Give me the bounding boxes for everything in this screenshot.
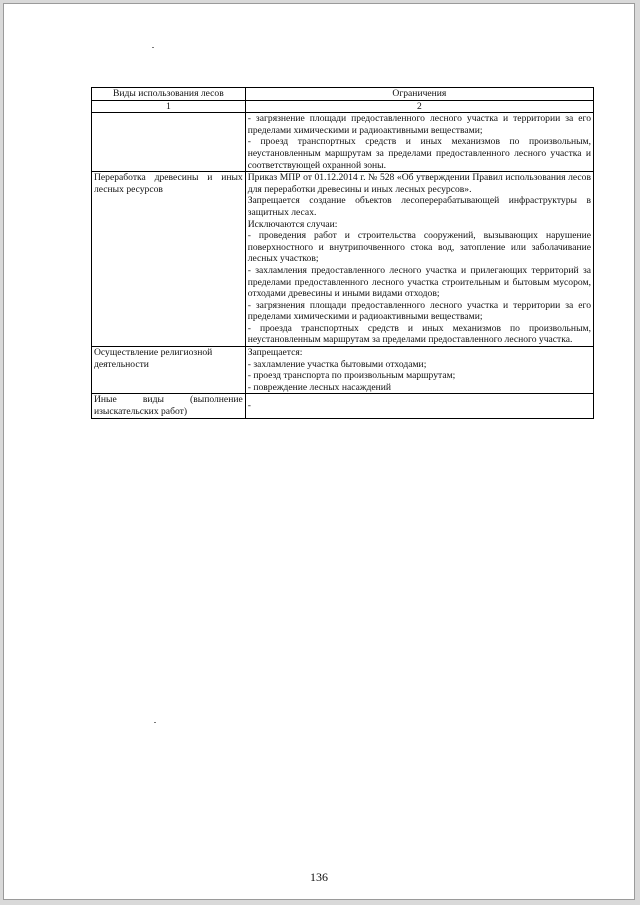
restriction-item: - проезда транспортных средств и иных механизмов по произвольным, неустановленным маршрутам за пределами предоставленного лесного участка.: [247, 322, 591, 346]
restriction-item: - захламления предоставленного лесного участка и прилегающих территорий за пределами предоставленного лесного участка строительным и бытовым мусором, отходами древесины и иными видами отходов;: [247, 264, 591, 300]
table-row: [92, 172, 594, 347]
restriction-item: - проезд транспортных средств и иных механизмов по произвольным, неустановленным маршрутам за пределами предоставленного лесного участка и соответствующей охранной зоны.: [247, 136, 591, 171]
restriction-item: - проезд транспорта по произвольным маршрутам;: [247, 370, 456, 382]
document-page: [3, 3, 635, 900]
restriction-item: Приказ МПР от 01.12.2014 г. № 528 «Об утверждении Правил использования лесов для переработки древесины и иных лесных ресурсов».: [247, 172, 591, 195]
restriction-item: - повреждение лесных насаждений: [247, 381, 392, 393]
restrictions-cell: [245, 113, 593, 172]
restriction-item: Исключаются случаи:: [247, 218, 338, 230]
use-type-cell: [92, 113, 246, 172]
column-number-2: 2: [245, 100, 593, 113]
restrictions-cell: [245, 347, 593, 394]
restriction-item: Запрещается создание объектов лесоперерабатывающей инфраструктуры в защитных лесах.: [247, 195, 591, 218]
table-header-row: [92, 88, 594, 101]
restriction-item: - захламление участка бытовыми отходами;: [247, 358, 427, 370]
table-row: [92, 347, 594, 394]
restriction-item: Запрещается:: [247, 347, 303, 359]
scan-speck: [154, 722, 156, 723]
page-number: 136: [310, 870, 328, 884]
column-header-restrictions: Ограничения: [245, 88, 593, 101]
use-type-cell: Осуществление религиозной деятельности: [92, 347, 246, 394]
use-type-cell: Иные виды (выполнение изыскательских работ): [92, 394, 246, 418]
column-number-1: 1: [92, 100, 246, 113]
scan-speck: [152, 47, 154, 48]
restriction-item: - проведения работ и строительства сооружений, вызывающих нарушение поверхностного и внутрипочвенного стока вод, затопление или заболачивание лесных участков;: [247, 230, 591, 265]
use-type-cell: Переработка древесины и иных лесных ресурсов: [92, 172, 246, 347]
restrictions-cell: -: [245, 394, 593, 418]
column-number-row: [92, 100, 594, 113]
restriction-item: - загрязнения площади предоставленного лесного участка и территории за его пределами химическими и радиоактивными веществами;: [247, 299, 591, 323]
forest-use-restrictions-table: [91, 87, 594, 419]
table-row: [92, 394, 594, 418]
column-header-use-type: Виды использования лесов: [92, 88, 246, 101]
restrictions-cell: [245, 172, 593, 347]
table-row: [92, 113, 594, 172]
restriction-item: - загрязнение площади предоставленного лесного участка и территории за его пределами химическими и радиоактивными веществами;: [247, 113, 591, 136]
